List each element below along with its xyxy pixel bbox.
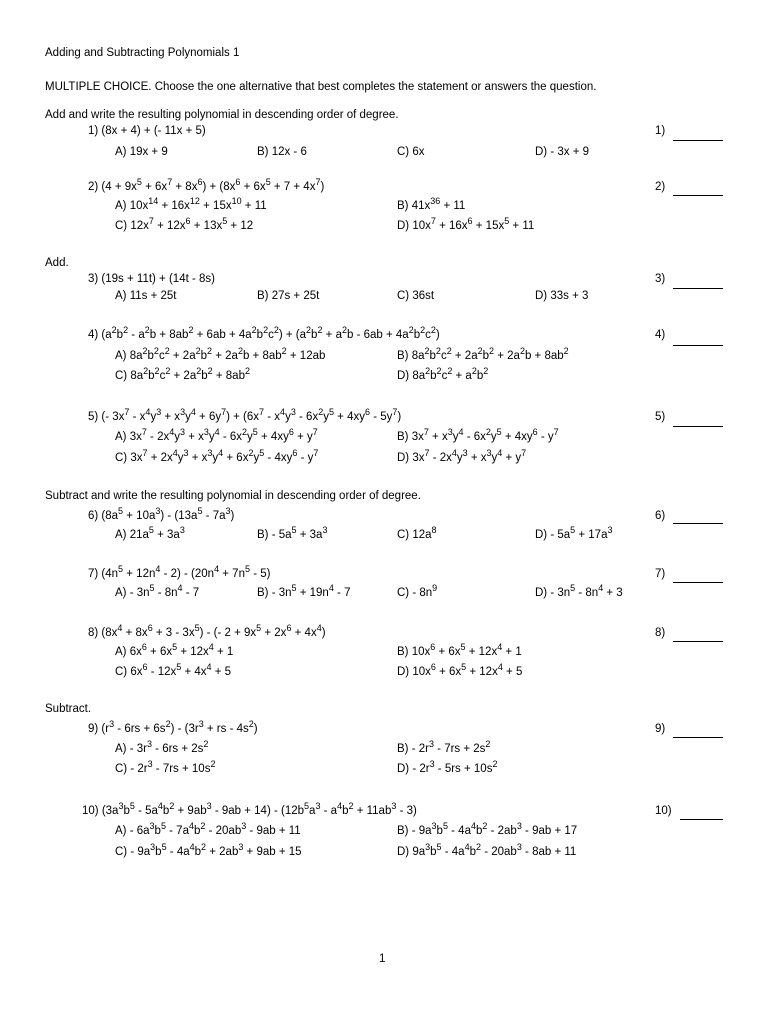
answer-option-c[interactable]: C) $12a^8$ [397, 525, 437, 541]
question-stem: 3) (19s + 11t) + (14t - 8s) [88, 273, 215, 285]
answer-blank[interactable] [673, 288, 723, 289]
answer-blank[interactable] [673, 195, 723, 196]
answer-option-a[interactable]: $A) - 3n^5 - 8n^4 - 7$ [115, 583, 200, 599]
answer-number: 3) [655, 273, 666, 285]
section-heading: Add. [45, 257, 69, 269]
answer-number: 6) [655, 510, 666, 522]
answer-option-b[interactable]: B) $10x^6 + 6x^5 + 12x^4 + 1$ [397, 642, 522, 658]
answer-option-a[interactable]: A) 11s + 25t [115, 290, 177, 302]
section-heading: Subtract and write the resulting polynomial in descending order of degree. [45, 490, 421, 502]
answer-option-c[interactable]: C) $8a^2b^2c^2 + 2a^2b^2 + 8ab^2$ [115, 366, 250, 382]
page-number: 1 [379, 953, 386, 965]
answer-option-d[interactable]: D) 33s + 3 [535, 290, 589, 302]
answer-option-b[interactable]: $B) - 5a^5 + 3a^3$ [257, 525, 328, 541]
instructions: MULTIPLE CHOICE. Choose the one alternative that best completes the statement or answers the question. [45, 81, 597, 93]
answer-option-b[interactable]: $B) - 9a^3b^5 - 4a^4b^2 - 2ab^3 - 9ab + 17$ [397, 821, 578, 837]
answer-option-d[interactable]: D) $10x^6 + 6x^5 + 12x^4 + 5$ [397, 662, 523, 678]
question-stem: 1) (8x + 4) + (- 11x + 5) [88, 125, 206, 137]
question-stem: 10) $(3a^3b^5 - 5a^4b^2 + 9ab^3 - 9ab + 14) - (12b^5a^3 - a^4b^2 + 11ab^3 - 3)$ [82, 801, 417, 817]
answer-blank[interactable] [673, 426, 723, 427]
answer-option-c[interactable]: $C) - 2r^3 - 7rs + 10s^2$ [115, 759, 216, 775]
answer-option-a[interactable]: A) $21a^5 + 3a^3$ [115, 525, 185, 541]
answer-option-d[interactable]: D) $8a^2b^2c^2 + a^2b^2$ [397, 366, 489, 382]
answer-number: 9) [655, 723, 666, 735]
answer-option-c[interactable]: C) $3x^7 + 2x^4y^3 + x^3y^4 + 6x^2y^5 - 4xy^6 - y^7$ [115, 448, 319, 464]
answer-option-c[interactable]: C) 6x [397, 146, 425, 158]
answer-number: 5) [655, 411, 666, 423]
section-heading: Subtract. [45, 703, 92, 715]
answer-option-b[interactable]: B) 27s + 25t [257, 290, 320, 302]
question-stem: 5) (- $3x^7 - x^4y^3 + x^3y^4 + 6y^7) + (6x^7 - x^4y^3 - 6x^2y^5 + 4xy^6 - 5y^7)$ [88, 407, 402, 423]
answer-blank[interactable] [673, 345, 723, 346]
answer-option-d[interactable]: D) $9a^3b^5 - 4a^4b^2 - 20ab^3 - 8ab + 11$ [397, 842, 577, 858]
question-stem: 7) $(4n^5 + 12n^4 - 2) - (20n^4 + 7n^5 - 5)$ [88, 564, 271, 580]
answer-option-a[interactable]: A) $10x^{14} + 16x^{12} + 15x^{10} + 11$ [115, 196, 267, 212]
answer-option-d[interactable]: $D) - 3n^5 - 8n^4 + 3$ [535, 583, 623, 599]
question-stem: 8) $(8x^4 + 8x^6 + 3 - 3x^5)$ - (- $2 + 9x^5 + 2x^6 + 4x^4$) [88, 623, 326, 639]
answer-option-c[interactable]: C) 36st [397, 290, 435, 302]
question-stem: 4) $(a^2b^2 - a^2b + 8ab^2 + 6ab + 4a^2b^2c^2) + (a^2b^2 + a^2b - 6ab + 4a^2b^2c^2)$ [88, 325, 440, 341]
answer-number: 8) [655, 627, 666, 639]
question-stem: 6) $(8a^5 + 10a^3) - (13a^5 - 7a^3)$ [88, 506, 235, 522]
answer-option-b[interactable]: $B) - 3n^5 + 19n^4 - 7$ [257, 583, 351, 599]
answer-option-a[interactable]: A) 19x + 9 [115, 146, 168, 158]
answer-option-a[interactable]: $A) - 6a^3b^5 - 7a^4b^2 - 20ab^3 - 9ab + 11$ [115, 821, 301, 837]
answer-option-d[interactable]: D) $3x^7 - 2x^4y^3 + x^3y^4 + y^7$ [397, 448, 527, 464]
answer-number: 2) [655, 181, 666, 193]
answer-option-a[interactable]: $A) - 3r^3 - 6rs + 2s^2$ [115, 739, 209, 755]
answer-option-b[interactable]: B) $3x^7 + x^3y^4 - 6x^2y^5 + 4xy^6 - y^7$ [397, 427, 559, 443]
answer-number: 10) [655, 805, 672, 817]
answer-option-d[interactable]: $D) - 2r^3 - 5rs + 10s^2$ [397, 759, 498, 775]
page-title: Adding and Subtracting Polynomials 1 [45, 47, 240, 59]
answer-option-b[interactable]: $B) - 2r^3 - 7rs + 2s^2$ [397, 739, 491, 755]
answer-option-c[interactable]: $C) - 9a^3b^5 - 4a^4b^2 + 2ab^3 + 9ab + 15$ [115, 842, 302, 858]
answer-option-c[interactable]: $C) - 8n^9$ [397, 583, 438, 599]
answer-blank[interactable] [673, 641, 723, 642]
answer-option-d[interactable]: $D) - 5a^5 + 17a^3$ [535, 525, 613, 541]
answer-option-d[interactable]: D) $10x^7 + 16x^6 + 15x^5 + 11$ [397, 216, 535, 232]
answer-option-c[interactable]: C) $6x^6 - 12x^5 + 4x^4 + 5$ [115, 662, 232, 678]
answer-blank[interactable] [673, 140, 723, 141]
answer-number: 7) [655, 568, 666, 580]
answer-blank[interactable] [673, 582, 723, 583]
answer-option-a[interactable]: A) $8a^2b^2c^2 + 2a^2b^2 + 2a^2b + 8ab^2 + 12ab$ [115, 346, 326, 362]
answer-option-c[interactable]: C) $12x^7 + 12x^6 + 13x^5 + 12$ [115, 216, 254, 232]
answer-blank[interactable] [673, 523, 723, 524]
answer-blank[interactable] [680, 819, 723, 820]
answer-number: 4) [655, 329, 666, 341]
answer-option-b[interactable]: B) $8a^2b^2c^2 + 2a^2b^2 + 2a^2b + 8ab^2$ [397, 346, 569, 362]
answer-option-b[interactable]: B) 12x - 6 [257, 146, 307, 158]
answer-option-a[interactable]: A) $6x^6 + 6x^5 + 12x^4 + 1$ [115, 642, 234, 658]
answer-option-b[interactable]: B) $41x^{36} + 11$ [397, 196, 466, 212]
answer-number: 1) [655, 125, 666, 137]
answer-blank[interactable] [673, 737, 723, 738]
section-heading: Add and write the resulting polynomial in descending order of degree. [45, 109, 399, 121]
answer-option-d[interactable]: D) - 3x + 9 [535, 146, 590, 158]
question-stem: 2) $(4 + 9x^5 + 6x^7 + 8x^6) + (8x^6 + 6x^5 + 7 + 4x^7)$ [88, 177, 325, 193]
answer-option-a[interactable]: A) $3x^7 - 2x^4y^3 + x^3y^4 - 6x^2y^5 + 4xy^6 + y^7$ [115, 427, 318, 443]
question-stem: 9) $(r^3 - 6rs + 6s^2) - (3r^3$ + rs - $4s^2$) [88, 719, 258, 735]
